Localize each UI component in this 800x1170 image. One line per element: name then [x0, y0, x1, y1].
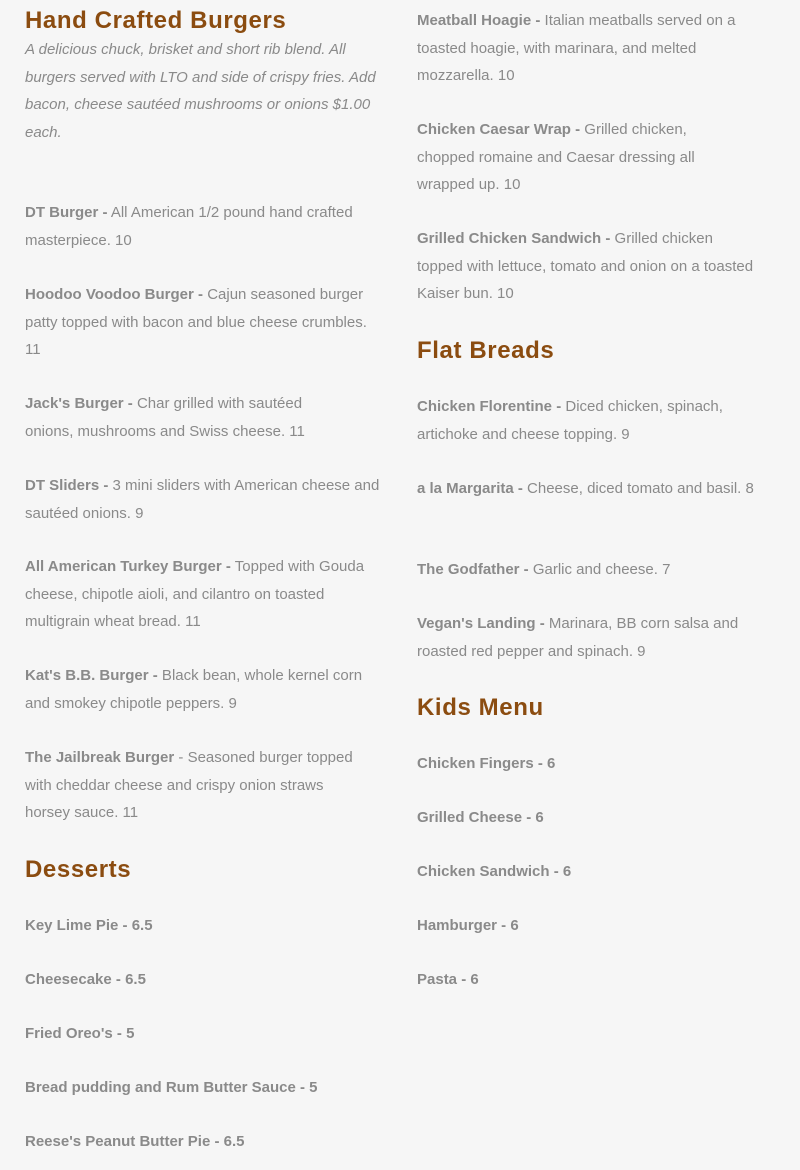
menu-item-name: Chicken Florentine -: [417, 398, 562, 415]
menu-item-desc: Grilled chicken topped with lettuce, tomato and onion on a toasted Kaiser bun. 10: [417, 230, 754, 302]
kids-item: Chicken Fingers - 6: [417, 755, 556, 772]
menu-item: [25, 199, 365, 254]
dessert-item: Key Lime Pie - 6.5: [25, 917, 153, 934]
menu-item-desc: Cheese, diced tomato and basil. 8: [522, 480, 754, 497]
kids-item: Hamburger - 6: [417, 917, 519, 934]
menu-item-name: Meatball Hoagie -: [417, 12, 541, 29]
menu-item-desc: Diced chicken, spinach, artichoke and cheese topping. 9: [417, 398, 723, 443]
dessert-item: Reese's Peanut Butter Pie - 6.5: [25, 1133, 245, 1150]
menu-item-name: All American Turkey Burger -: [25, 558, 231, 575]
menu-item: [25, 553, 370, 636]
menu-item-desc: Topped with Gouda cheese, chipotle aioli, and cilantro on toasted multigrain wheat bread. 11: [25, 558, 365, 630]
menu-item-name: Jack's Burger -: [25, 395, 133, 412]
menu-item: [417, 7, 777, 90]
menu-item: [417, 556, 777, 584]
menu-item-desc: All American 1/2 pound hand crafted masterpiece. 10: [25, 204, 353, 249]
burgers-intro: A delicious chuck, brisket and short rib blend. All burgers served with LTO and side of crispy fries. Add bacon, cheese sautéed mushrooms or onions $1.00 each.: [25, 41, 376, 141]
menu-item-desc: Grilled chicken, chopped romaine and Caesar dressing all wrapped up. 10: [417, 121, 695, 193]
burgers-heading: Hand Crafted Burgers: [25, 7, 287, 34]
menu-item: [25, 662, 370, 717]
menu-item: [25, 472, 385, 527]
dessert-item: Bread pudding and Rum Butter Sauce - 5: [25, 1079, 318, 1096]
menu-item: [25, 390, 345, 445]
menu-item-name: DT Burger -: [25, 204, 108, 221]
menu-item: [417, 610, 777, 665]
menu-item-name: Kat's B.B. Burger -: [25, 667, 158, 684]
menu-item-desc: Char grilled with sautéed onions, mushrooms and Swiss cheese. 11: [25, 395, 305, 440]
menu-item-name: Vegan's Landing -: [417, 615, 545, 632]
kids-menu-heading: Kids Menu: [417, 694, 544, 721]
menu-item-desc: Marinara, BB corn salsa and roasted red pepper and spinach. 9: [417, 615, 739, 660]
menu-item-name: The Jailbreak Burger: [25, 749, 175, 766]
menu-item: [417, 116, 747, 199]
kids-item: Chicken Sandwich - 6: [417, 863, 572, 880]
menu-item-name: Chicken Caesar Wrap -: [417, 121, 581, 138]
dessert-item: Fried Oreo's - 5: [25, 1025, 135, 1042]
menu-item-name: The Godfather -: [417, 561, 529, 578]
menu-item-desc: - Seasoned burger topped with cheddar cheese and crispy onion straws horsey sauce. 11: [25, 749, 353, 821]
menu-item-desc: Cajun seasoned burger patty topped with bacon and blue cheese crumbles. 11: [25, 286, 367, 358]
menu-item: [417, 475, 777, 503]
menu-item-name: a la Margarita -: [417, 480, 523, 497]
flatbreads-heading: Flat Breads: [417, 337, 555, 364]
menu-item: [417, 393, 762, 448]
menu-item-desc: 3 mini sliders with American cheese and sautéed onions. 9: [25, 477, 380, 522]
menu-item-name: Grilled Chicken Sandwich -: [417, 230, 611, 247]
kids-item: Pasta - 6: [417, 971, 479, 988]
menu-item: [417, 225, 757, 308]
kids-item: Grilled Cheese - 6: [417, 809, 544, 826]
menu-item-desc: Italian meatballs served on a toasted hoagie, with marinara, and melted mozzarella. 10: [417, 12, 736, 84]
menu-item: [25, 744, 370, 827]
menu-item: [25, 281, 383, 364]
dessert-item: Cheesecake - 6.5: [25, 971, 146, 988]
menu-item-desc: Garlic and cheese. 7: [528, 561, 671, 578]
menu-item-name: DT Sliders -: [25, 477, 109, 494]
desserts-heading: Desserts: [25, 856, 132, 883]
menu-item-desc: Black bean, whole kernel corn and smokey chipotle peppers. 9: [25, 667, 363, 712]
menu-item-name: Hoodoo Voodoo Burger -: [25, 286, 204, 303]
